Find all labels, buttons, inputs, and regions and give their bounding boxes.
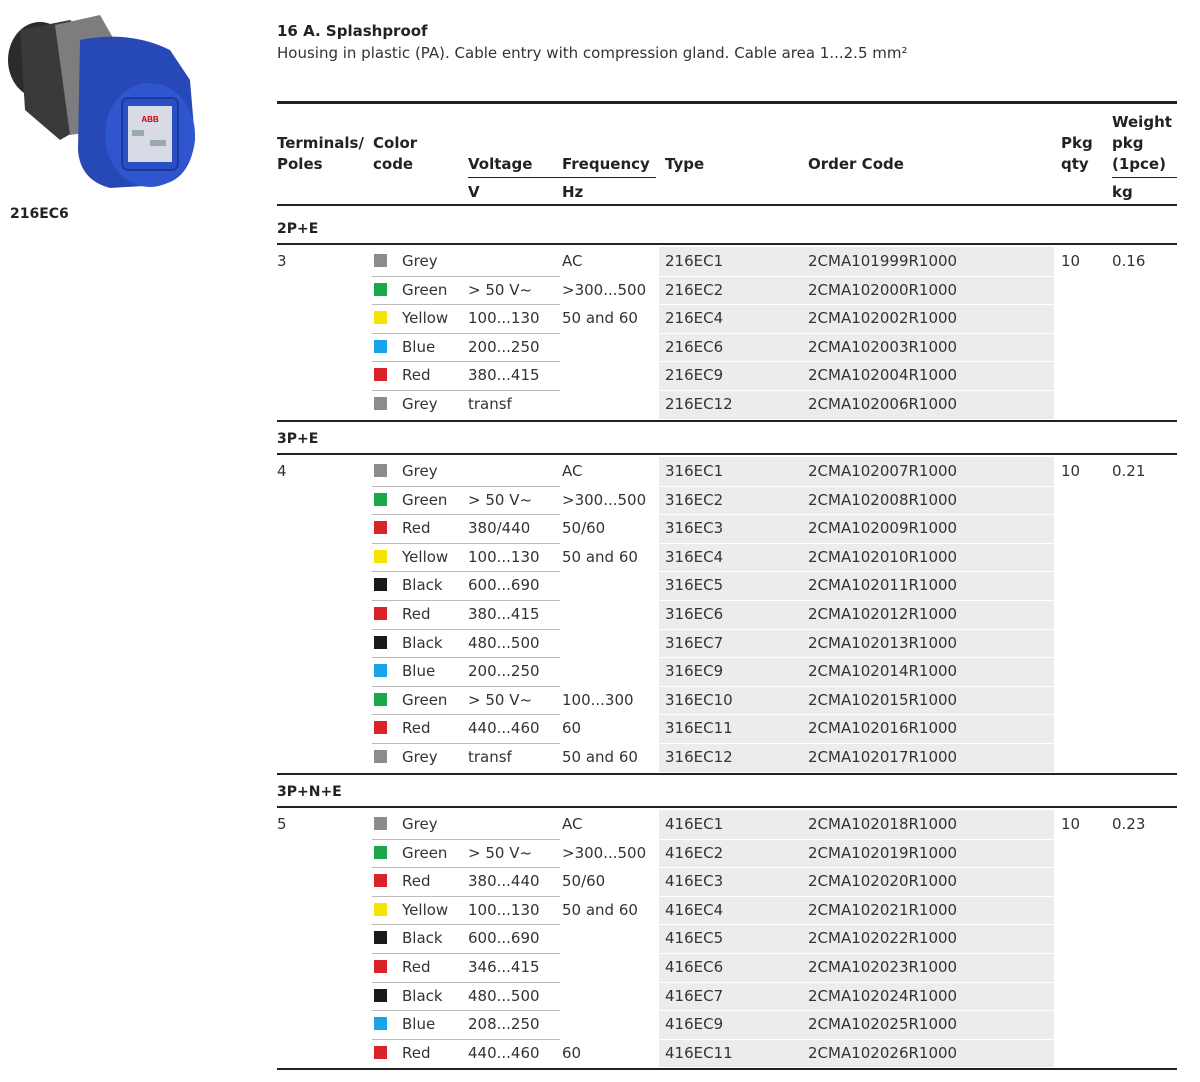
section-bottom-rule: [277, 773, 1177, 775]
color-name: Yellow: [402, 309, 449, 328]
color-swatch: [374, 931, 387, 944]
type-value: 216EC9: [665, 366, 724, 385]
order-code-value: 2CMA102019R1000: [808, 843, 958, 862]
page-title: 16 A. Splashproof: [277, 22, 428, 40]
color-name: Grey: [402, 395, 438, 413]
voltage-value: 208...250: [468, 1015, 540, 1034]
row-rule: [372, 924, 560, 925]
row-rule: [659, 333, 1054, 334]
section-title: 2P+E: [277, 221, 319, 237]
order-code-value: 2CMA102002R1000: [808, 309, 958, 328]
color-name: Red: [402, 605, 431, 623]
type-value: 316EC4: [665, 547, 724, 566]
order-code-value: 2CMA102023R1000: [808, 958, 958, 976]
terminals-value: 3: [277, 252, 287, 270]
row-rule: [372, 600, 560, 601]
order-code-value: 2CMA102018R1000: [808, 815, 958, 833]
pkg-qty-value: 10: [1061, 252, 1081, 270]
row-rule: [659, 686, 1054, 687]
row-rule: [372, 361, 560, 362]
header-weight: Weight pkg (1pce): [1112, 113, 1172, 173]
frequency-value: 50 and 60: [562, 309, 638, 328]
order-code-value: 2CMA102011R1000: [808, 576, 958, 595]
color-name: Red: [402, 1043, 431, 1062]
order-code-value: 2CMA102017R1000: [808, 748, 958, 766]
color-name: Black: [402, 576, 443, 595]
blue-industrial-socket-image: [0, 10, 200, 190]
color-name: Black: [402, 986, 443, 1005]
color-name: Red: [402, 872, 431, 891]
header-color: Color code: [373, 134, 418, 173]
type-value: 316EC11: [665, 719, 733, 738]
voltage-value: 380/440: [468, 519, 531, 538]
color-swatch: [374, 1017, 387, 1030]
header-order-code: Order Code: [808, 155, 904, 173]
color-swatch: [374, 960, 387, 973]
row-rule: [372, 543, 560, 544]
voltage-value: 380...440: [468, 872, 540, 891]
type-value: 316EC3: [665, 519, 724, 538]
voltage-value: 100...130: [468, 900, 540, 919]
row-rule: [372, 571, 560, 572]
color-swatch: [374, 607, 387, 620]
voltage-value: 200...250: [468, 337, 540, 356]
color-swatch: [374, 283, 387, 296]
section-rule: [277, 243, 1177, 245]
terminals-value: 5: [277, 815, 287, 833]
color-swatch: [374, 550, 387, 563]
row-rule: [659, 839, 1054, 840]
order-code-value: 2CMA102004R1000: [808, 366, 958, 385]
type-value: 316EC6: [665, 605, 724, 623]
color-swatch: [374, 368, 387, 381]
color-swatch: [374, 874, 387, 887]
type-value: 316EC7: [665, 633, 724, 652]
row-rule: [372, 867, 560, 868]
order-code-value: 2CMA102014R1000: [808, 662, 958, 681]
order-code-value: 2CMA102008R1000: [808, 490, 958, 509]
row-rule: [372, 743, 560, 744]
color-swatch: [374, 397, 387, 410]
weight-value: 0.21: [1112, 462, 1146, 480]
color-swatch: [374, 1046, 387, 1059]
row-rule: [659, 361, 1054, 362]
header-type: Type: [665, 155, 705, 173]
row-rule: [372, 953, 560, 954]
section-title: 3P+E: [277, 431, 319, 447]
color-swatch: [374, 846, 387, 859]
color-swatch: [374, 989, 387, 1002]
color-swatch: [374, 578, 387, 591]
frequency-value: 50/60: [562, 872, 606, 891]
color-name: Green: [402, 280, 448, 299]
header-voltage: Voltage: [468, 155, 533, 173]
color-name: Red: [402, 366, 431, 385]
weight-value: 0.23: [1112, 815, 1146, 833]
voltage-value: 440...460: [468, 1043, 540, 1062]
order-code-value: 2CMA102022R1000: [808, 929, 958, 948]
color-name: Grey: [402, 815, 438, 833]
color-swatch: [374, 521, 387, 534]
voltage-value: 380...415: [468, 366, 540, 385]
order-code-value: 2CMA102016R1000: [808, 719, 958, 738]
color-swatch: [374, 664, 387, 677]
color-name: Blue: [402, 662, 436, 681]
header-weight-unit: kg: [1112, 183, 1133, 201]
row-rule: [659, 304, 1054, 305]
color-swatch: [374, 636, 387, 649]
order-code-value: 2CMA102007R1000: [808, 462, 958, 480]
color-swatch: [374, 493, 387, 506]
header-voltage-unit: V: [468, 183, 480, 201]
color-name: Red: [402, 519, 431, 538]
row-rule: [659, 600, 1054, 601]
type-value: 316EC5: [665, 576, 724, 595]
color-swatch: [374, 721, 387, 734]
voltage-value: > 50 V~: [468, 280, 533, 299]
row-rule: [659, 896, 1054, 897]
type-value: 416EC1: [665, 815, 724, 833]
order-code-value: 2CMA102006R1000: [808, 395, 958, 413]
order-code-value: 2CMA102013R1000: [808, 633, 958, 652]
voltage-value: 380...415: [468, 605, 540, 623]
row-rule: [372, 839, 560, 840]
order-code-value: 2CMA102026R1000: [808, 1043, 958, 1062]
header-bottom-rule: [277, 204, 1177, 206]
row-rule: [372, 333, 560, 334]
voltage-value: 600...690: [468, 576, 540, 595]
voltage-value: 100...130: [468, 547, 540, 566]
header-weight-underline: [1112, 177, 1177, 178]
order-code-value: 2CMA101999R1000: [808, 252, 958, 270]
order-code-value: 2CMA102009R1000: [808, 519, 958, 538]
row-rule: [659, 543, 1054, 544]
row-rule: [659, 982, 1054, 983]
order-code-value: 2CMA102025R1000: [808, 1015, 958, 1034]
type-value: 416EC4: [665, 900, 724, 919]
voltage-value: 600...690: [468, 929, 540, 948]
order-code-value: 2CMA102000R1000: [808, 280, 958, 299]
section-bottom-rule: [277, 1068, 1177, 1070]
row-rule: [372, 514, 560, 515]
row-rule: [372, 304, 560, 305]
color-name: Black: [402, 929, 443, 948]
row-rule: [372, 657, 560, 658]
color-name: Grey: [402, 748, 438, 766]
type-value: 216EC1: [665, 252, 724, 270]
row-rule: [659, 867, 1054, 868]
row-rule: [372, 686, 560, 687]
frequency-value: 50/60: [562, 519, 606, 538]
row-rule: [659, 571, 1054, 572]
voltage-value: 440...460: [468, 719, 540, 738]
weight-value: 0.16: [1112, 252, 1146, 270]
row-rule: [372, 982, 560, 983]
color-name: Green: [402, 490, 448, 509]
type-value: 216EC6: [665, 337, 724, 356]
section-bottom-rule: [277, 420, 1177, 422]
row-rule: [659, 953, 1054, 954]
frequency-value: 100...300: [562, 690, 634, 709]
type-value: 416EC11: [665, 1043, 733, 1062]
color-swatch: [374, 693, 387, 706]
row-rule: [659, 629, 1054, 630]
row-rule: [659, 743, 1054, 744]
frequency-value: >300...500: [562, 490, 647, 509]
color-name: Yellow: [402, 900, 449, 919]
voltage-value: 100...130: [468, 309, 540, 328]
color-swatch: [374, 254, 387, 267]
type-value: 216EC4: [665, 309, 724, 328]
row-rule: [372, 276, 560, 277]
page-subtitle: Housing in plastic (PA). Cable entry with compression gland. Cable area 1...2.5 mm²: [277, 44, 908, 62]
section-title: 3P+N+E: [277, 784, 342, 800]
product-image: [0, 10, 200, 190]
row-rule: [372, 714, 560, 715]
row-rule: [372, 486, 560, 487]
voltage-value: > 50 V~: [468, 843, 533, 862]
frequency-value: 60: [562, 719, 582, 738]
color-swatch: [374, 817, 387, 830]
order-code-value: 2CMA102010R1000: [808, 547, 958, 566]
order-code-value: 2CMA102020R1000: [808, 872, 958, 891]
header-vf-underline: [468, 177, 656, 178]
frequency-value: >300...500: [562, 280, 647, 299]
row-rule: [659, 486, 1054, 487]
frequency-value: AC: [562, 462, 583, 480]
row-rule: [372, 1010, 560, 1011]
type-value: 216EC12: [665, 395, 733, 413]
order-code-value: 2CMA102012R1000: [808, 605, 958, 623]
voltage-value: transf: [468, 748, 512, 766]
color-swatch: [374, 340, 387, 353]
row-rule: [659, 924, 1054, 925]
row-rule: [659, 514, 1054, 515]
frequency-value: 50 and 60: [562, 547, 638, 566]
type-value: 416EC2: [665, 843, 724, 862]
abb-logo: ABB: [141, 115, 159, 124]
product-label: 216EC6: [10, 206, 69, 222]
header-frequency-unit: Hz: [562, 183, 584, 201]
type-value: 416EC7: [665, 986, 724, 1005]
frequency-value: >300...500: [562, 843, 647, 862]
type-value: 416EC5: [665, 929, 724, 948]
type-value: 316EC9: [665, 662, 724, 681]
row-rule: [659, 390, 1054, 391]
voltage-value: > 50 V~: [468, 690, 533, 709]
color-swatch: [374, 903, 387, 916]
frequency-value: AC: [562, 252, 583, 270]
voltage-value: 346...415: [468, 958, 540, 976]
color-name: Yellow: [402, 547, 449, 566]
frequency-value: 50 and 60: [562, 748, 638, 766]
color-name: Green: [402, 690, 448, 709]
row-rule: [372, 1039, 560, 1040]
pkg-qty-value: 10: [1061, 462, 1081, 480]
color-name: Blue: [402, 337, 436, 356]
frequency-value: AC: [562, 815, 583, 833]
color-name: Grey: [402, 252, 438, 270]
row-rule: [372, 896, 560, 897]
voltage-value: 200...250: [468, 662, 540, 681]
voltage-value: 480...500: [468, 986, 540, 1005]
color-name: Blue: [402, 1015, 436, 1034]
color-swatch: [374, 750, 387, 763]
voltage-value: 480...500: [468, 633, 540, 652]
row-rule: [372, 390, 560, 391]
voltage-value: > 50 V~: [468, 490, 533, 509]
frequency-value: 50 and 60: [562, 900, 638, 919]
type-value: 316EC1: [665, 462, 724, 480]
header-frequency: Frequency: [562, 155, 650, 173]
color-name: Grey: [402, 462, 438, 480]
type-value: 416EC3: [665, 872, 724, 891]
order-code-value: 2CMA102003R1000: [808, 337, 958, 356]
row-rule: [659, 1010, 1054, 1011]
row-rule: [659, 1039, 1054, 1040]
voltage-value: transf: [468, 395, 512, 413]
type-value: 216EC2: [665, 280, 724, 299]
color-name: Red: [402, 958, 431, 976]
type-value: 416EC6: [665, 958, 724, 976]
color-name: Green: [402, 843, 448, 862]
order-code-value: 2CMA102021R1000: [808, 900, 958, 919]
section-rule: [277, 806, 1177, 808]
row-rule: [372, 629, 560, 630]
color-swatch: [374, 311, 387, 324]
color-swatch: [374, 464, 387, 477]
type-value: 316EC10: [665, 690, 733, 709]
header-terminals: Terminals/ Poles: [277, 134, 364, 173]
header-pkg: Pkg qty: [1061, 134, 1093, 173]
order-code-value: 2CMA102024R1000: [808, 986, 958, 1005]
type-value: 316EC2: [665, 490, 724, 509]
order-code-value: 2CMA102015R1000: [808, 690, 958, 709]
row-rule: [659, 714, 1054, 715]
color-name: Black: [402, 633, 443, 652]
color-name: Red: [402, 719, 431, 738]
row-rule: [659, 657, 1054, 658]
terminals-value: 4: [277, 462, 287, 480]
row-rule: [659, 276, 1054, 277]
type-value: 416EC9: [665, 1015, 724, 1034]
section-rule: [277, 453, 1177, 455]
header-top-rule: [277, 101, 1177, 104]
pkg-qty-value: 10: [1061, 815, 1081, 833]
frequency-value: 60: [562, 1043, 582, 1062]
type-value: 316EC12: [665, 748, 733, 766]
